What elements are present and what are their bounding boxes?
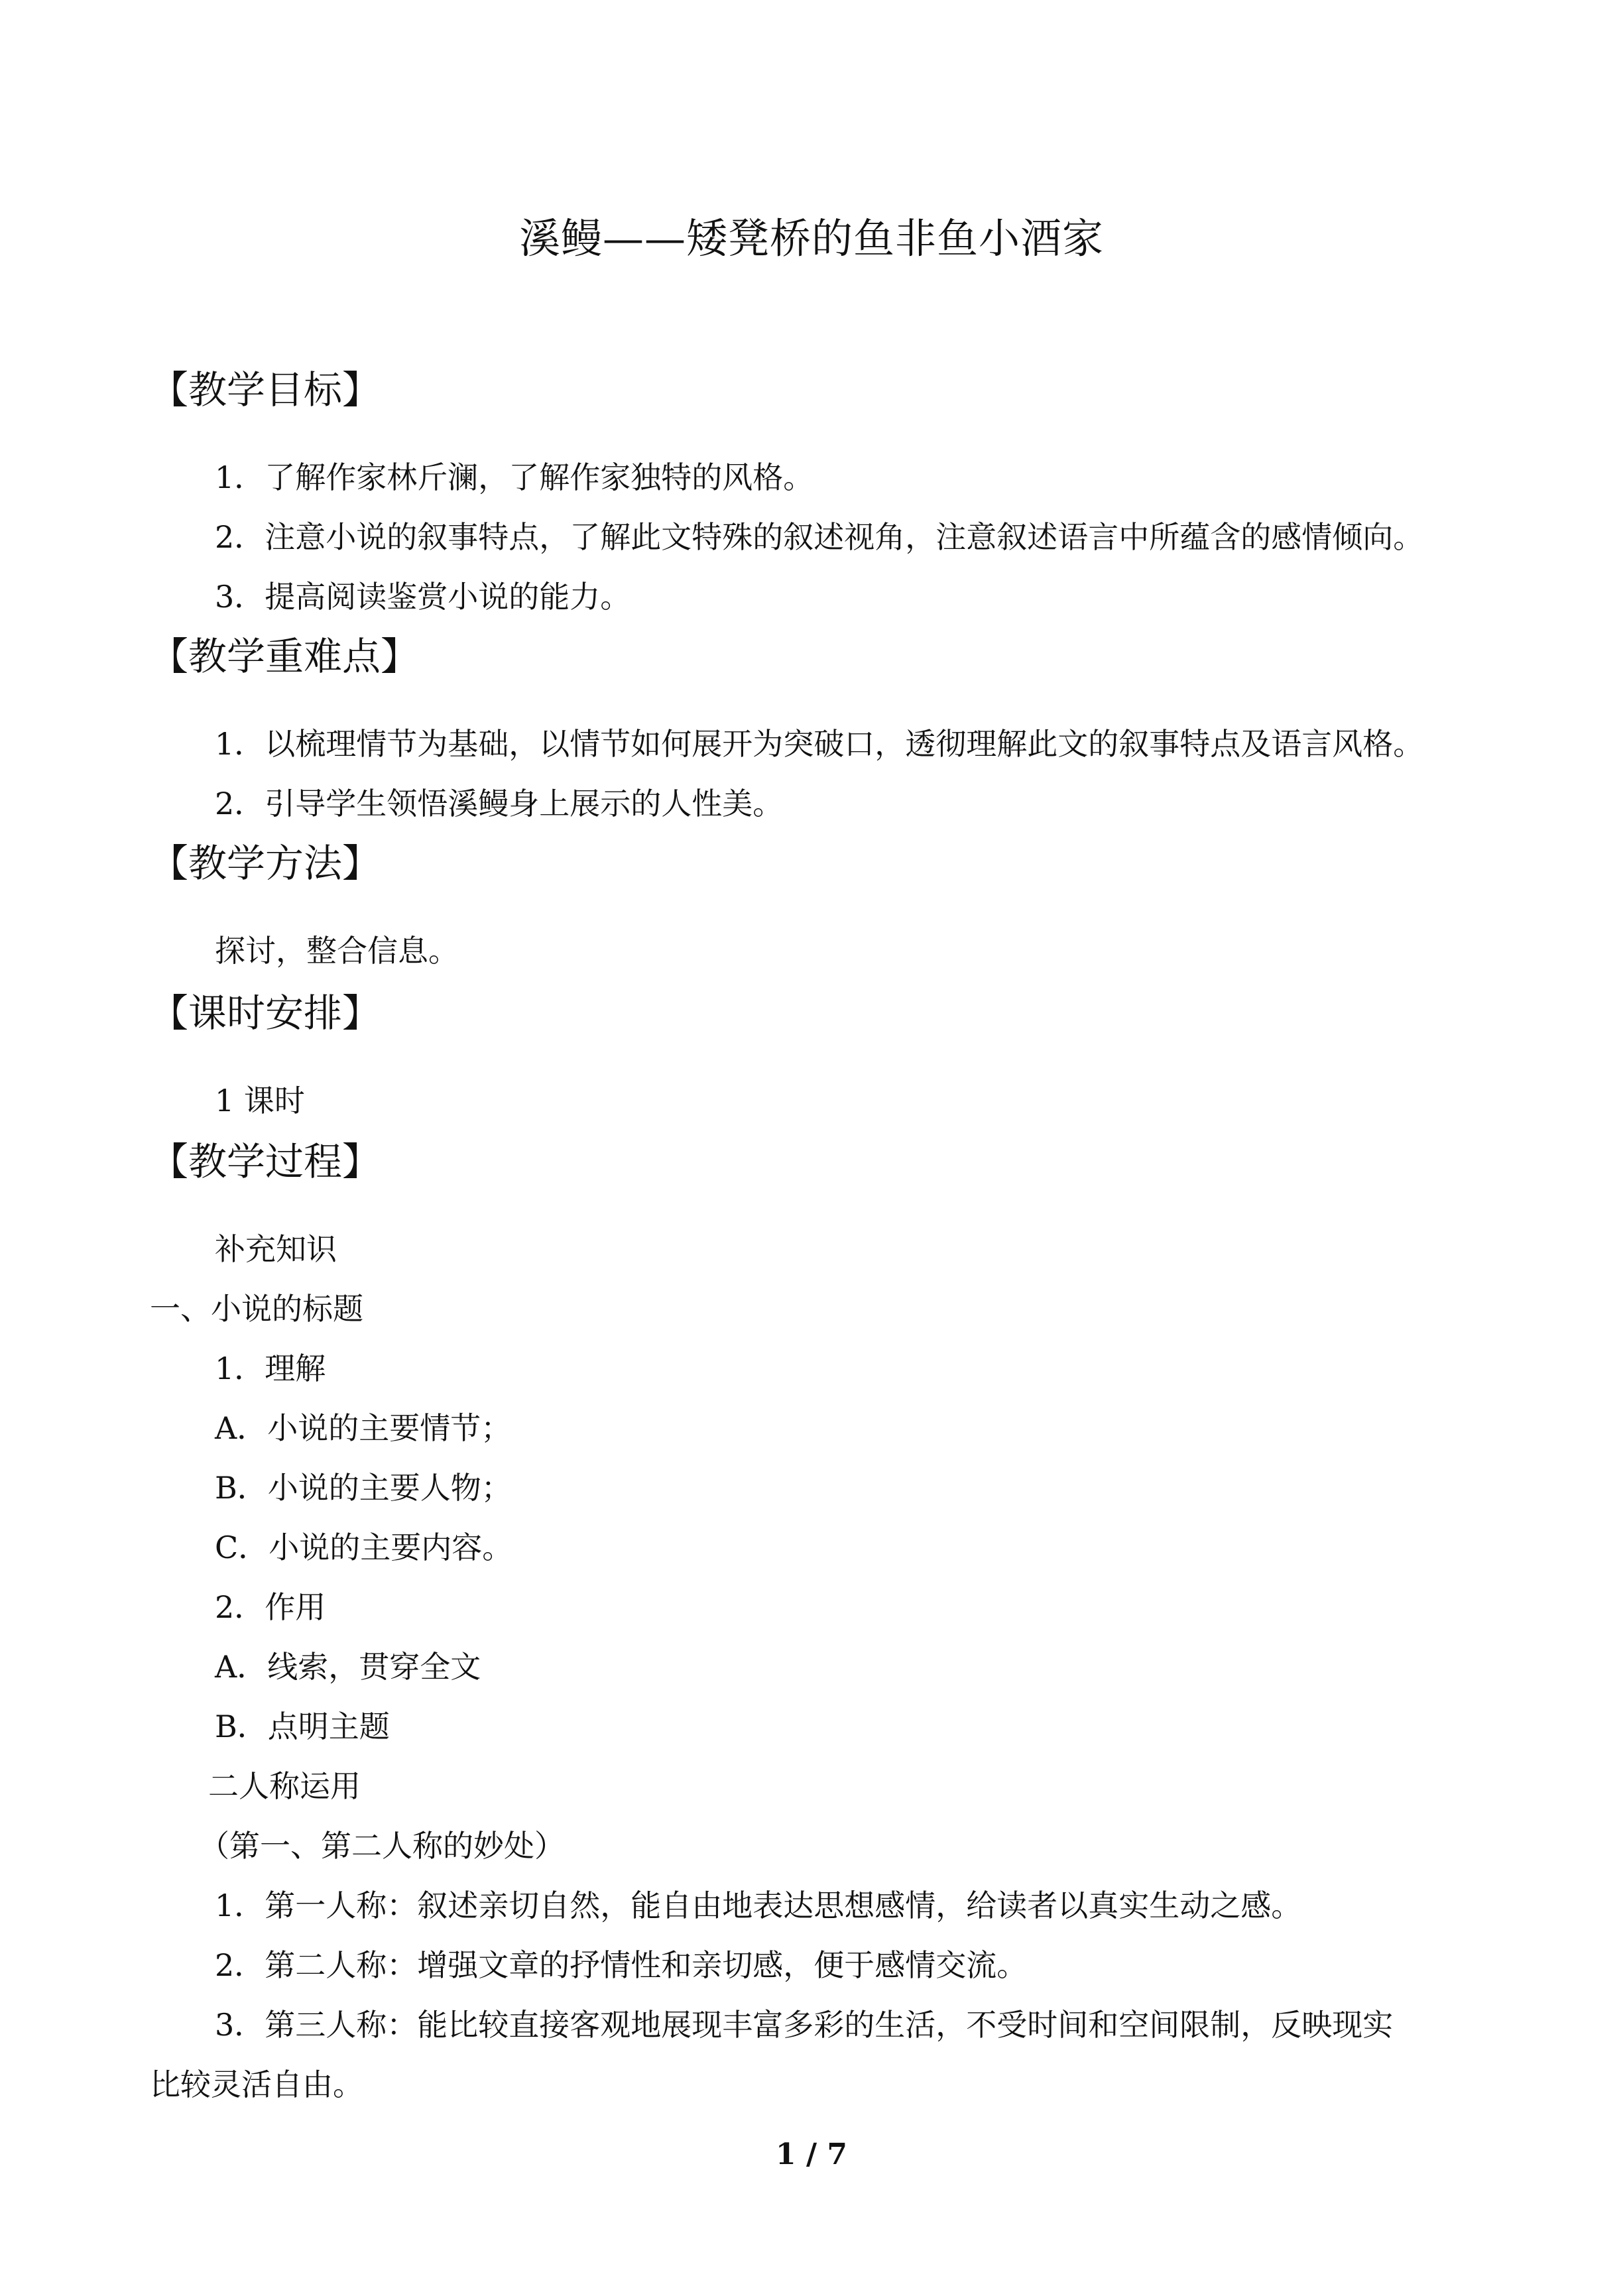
process-line-10: 二人称运用 — [208, 1768, 361, 1804]
document-title: 溪鳗——矮凳桥的鱼非鱼小酒家 — [518, 214, 1104, 263]
process-line-6: C．小说的主要内容。 — [215, 1530, 513, 1565]
process-line-7: 2．作用 — [215, 1589, 326, 1625]
process-line-11: （第一、第二人称的妙处） — [199, 1828, 565, 1864]
process-line-13: 2．第二人称：增强文章的抒情性和亲切感，便于感情交流。 — [215, 1947, 1028, 1983]
method-item-1: 探讨，整合信息。 — [215, 933, 459, 969]
objective-item-1: 1．了解作家林斤澜，了解作家独特的风格。 — [215, 459, 814, 495]
heading-objectives: 【教学目标】 — [150, 367, 381, 412]
process-line-12: 1．第一人称：叙述亲切自然，能自由地表达思想感情，给读者以真实生动之感。 — [215, 1888, 1302, 1923]
objective-item-2: 2．注意小说的叙事特点，了解此文特殊的叙述视角，注意叙述语言中所蕴含的感情倾向。 — [215, 519, 1424, 555]
heading-key-points: 【教学重难点】 — [150, 634, 420, 679]
page-indicator: 1 / 7 — [776, 2138, 847, 2171]
process-line-8: A．线索，贯穿全文 — [215, 1649, 481, 1685]
process-line-9: B．点明主题 — [215, 1709, 390, 1744]
heading-schedule: 【课时安排】 — [150, 991, 381, 1036]
process-line-2: 一、小说的标题 — [150, 1291, 363, 1327]
process-line-5: B．小说的主要人物； — [215, 1470, 512, 1506]
process-line-15: 比较灵活自由。 — [150, 2067, 363, 2102]
process-line-1: 补充知识 — [215, 1231, 337, 1267]
key-point-item-2: 2．引导学生领悟溪鳗身上展示的人性美。 — [215, 786, 784, 821]
schedule-item-1: 1 课时 — [215, 1083, 305, 1118]
key-point-item-1: 1．以梳理情节为基础，以情节如何展开为突破口，透彻理解此文的叙事特点及语言风格。 — [215, 726, 1424, 762]
process-line-3: 1．理解 — [215, 1351, 326, 1386]
heading-process: 【教学过程】 — [150, 1139, 381, 1184]
process-line-4: A．小说的主要情节； — [215, 1410, 512, 1446]
heading-methods: 【教学方法】 — [150, 841, 381, 886]
objective-item-3: 3．提高阅读鉴赏小说的能力。 — [215, 579, 631, 615]
process-line-14: 3．第三人称：能比较直接客观地展现丰富多彩的生活，不受时间和空间限制，反映现实 — [215, 2007, 1394, 2043]
